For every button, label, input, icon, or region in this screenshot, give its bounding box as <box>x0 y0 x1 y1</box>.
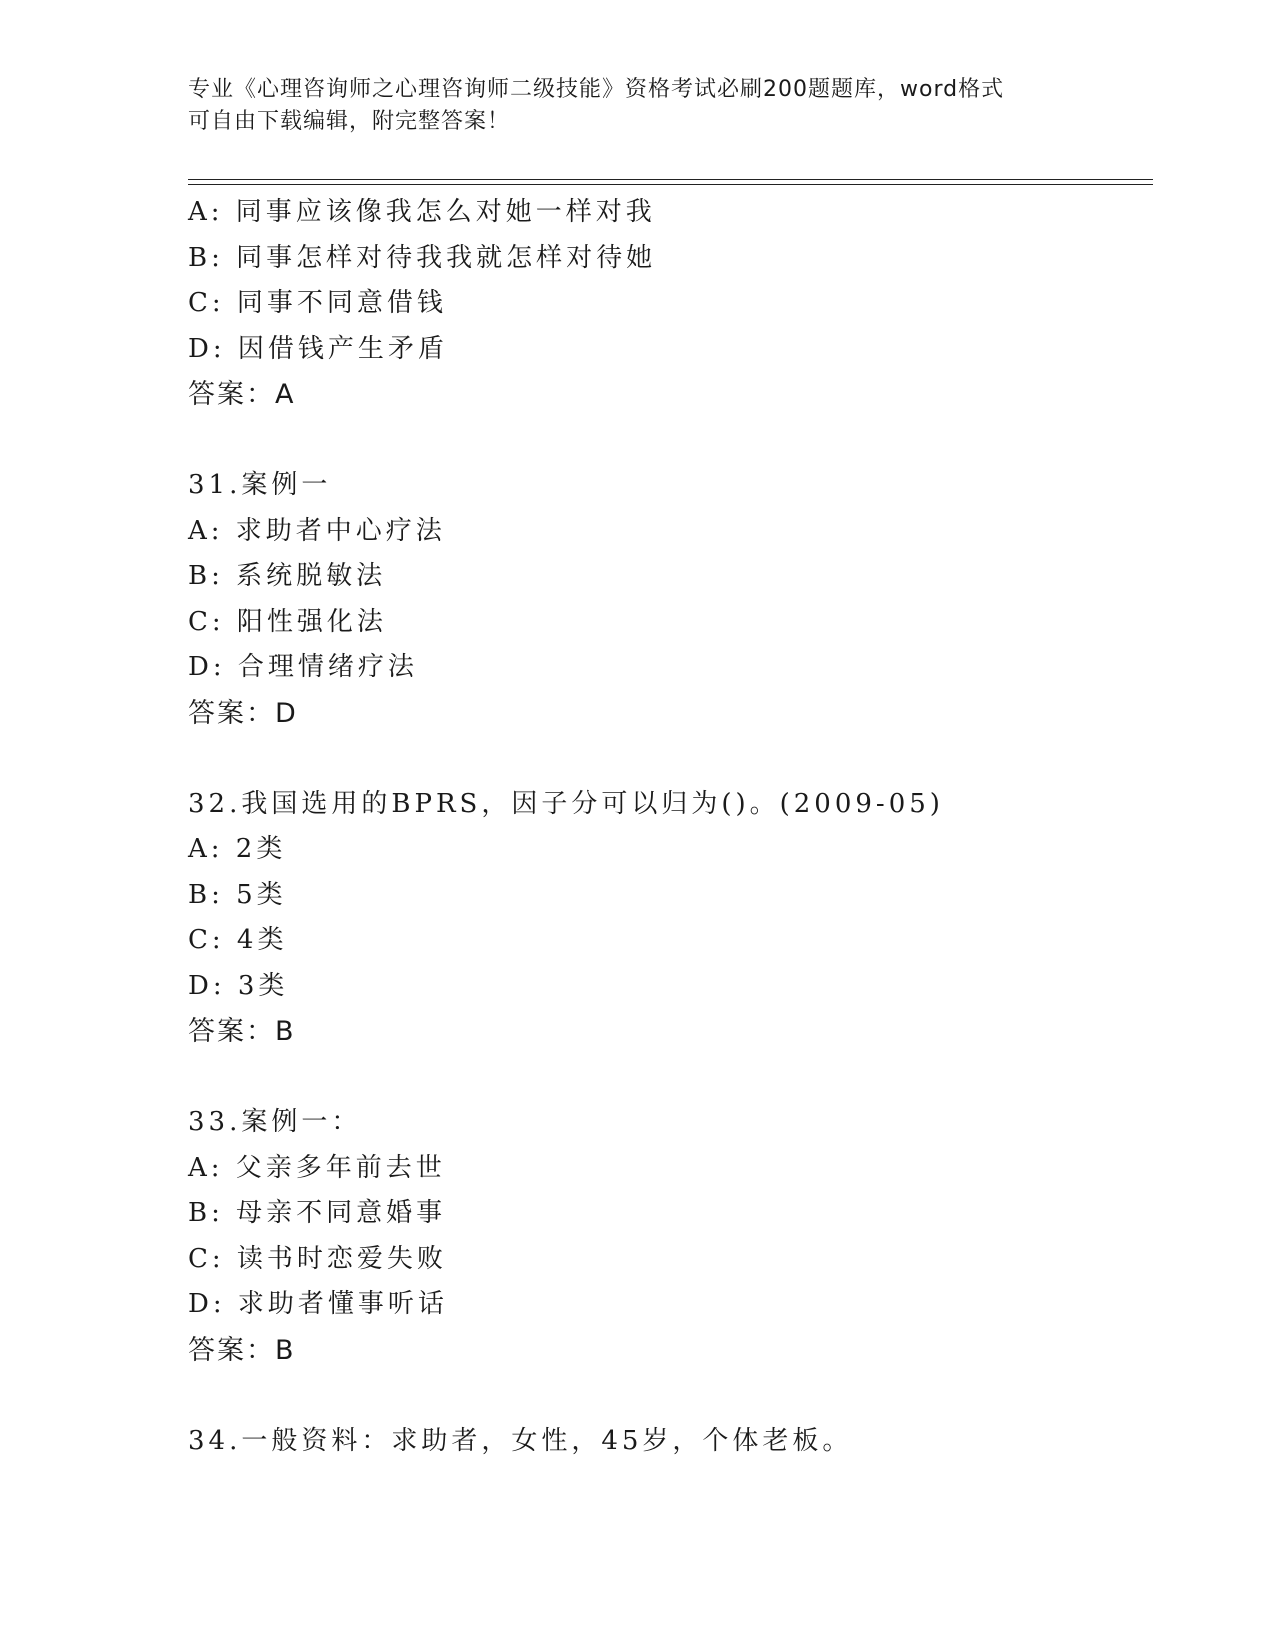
question-stem: 34.一般资料：求助者，女性，45岁，个体老板。 <box>188 1425 853 1456</box>
option-a: A: 求助者中心疗法 <box>188 515 446 546</box>
option-d: D: 因借钱产生矛盾 <box>188 333 448 364</box>
spacer <box>188 418 1148 464</box>
option-c: C: 阳性强化法 <box>188 606 387 637</box>
question-stem: 33.案例一： <box>188 1107 362 1137</box>
option-d: D: 求助者懂事听话 <box>188 1289 448 1319</box>
answer-line: 答案：B <box>188 1334 296 1366</box>
question-30-continued <box>188 190 1148 418</box>
option-d: D: 3类 <box>188 970 289 1001</box>
option-b: B: 系统脱敏法 <box>188 561 387 591</box>
question-list <box>188 190 1148 1464</box>
option-c: C: 4类 <box>188 925 288 955</box>
answer-line: 答案：B <box>188 1016 296 1047</box>
question-32 <box>188 782 1148 1055</box>
option-b: B: 同事怎样对待我我就怎样对待她 <box>188 242 657 273</box>
answer-line: 答案：A <box>188 379 296 410</box>
option-a: A: 父亲多年前去世 <box>188 1152 446 1183</box>
header-line-1: 专业《心理咨询师之心理咨询师二级技能》资格考试必刷200题题库，word格式 <box>188 77 1005 102</box>
header-line-2: 可自由下载编辑，附完整答案！ <box>188 109 511 134</box>
spacer <box>188 1055 1148 1101</box>
option-d: D: 合理情绪疗法 <box>188 652 418 682</box>
option-a: A: 2类 <box>188 834 287 864</box>
question-stem: 31.案例一 <box>188 470 332 500</box>
option-a: A: 同事应该像我怎么对她一样对我 <box>188 197 656 227</box>
option-b: B: 5类 <box>188 879 287 910</box>
spacer <box>188 1373 1148 1419</box>
option-c: C: 读书时恋爱失败 <box>188 1243 447 1274</box>
spacer <box>188 736 1148 782</box>
option-b: B: 母亲不同意婚事 <box>188 1198 447 1228</box>
answer-line: 答案：D <box>188 697 298 729</box>
document-header <box>188 74 1088 138</box>
header-divider-bottom <box>188 184 1153 185</box>
header-divider-top <box>188 179 1153 180</box>
option-c: C: 同事不同意借钱 <box>188 288 447 318</box>
question-33 <box>188 1100 1148 1373</box>
question-stem: 32.我国选用的BPRS，因子分可以归为()。(2009-05) <box>188 788 944 819</box>
question-31 <box>188 463 1148 736</box>
question-34 <box>188 1419 1148 1465</box>
